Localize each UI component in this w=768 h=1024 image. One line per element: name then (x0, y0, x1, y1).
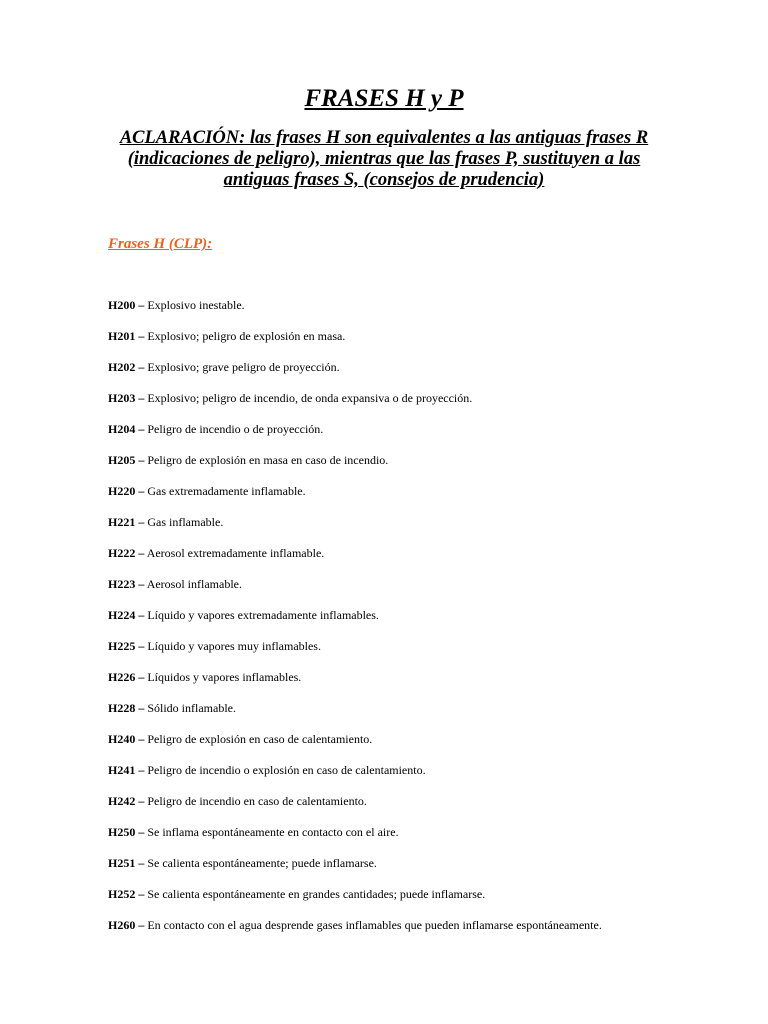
clarification-note: ACLARACIÓN: las frases H son equivalentes a las antiguas frases R (indicaciones de peligro), mientras que las frases P, sustituyen a las antiguas frases S, (consejos de prudencia) (119, 128, 649, 190)
phrase-text: Explosivo; peligro de explosión en masa. (147, 329, 346, 343)
phrase-text: Aerosol extremadamente inflamable. (146, 546, 325, 560)
phrase-text: Líquidos y vapores inflamables. (147, 670, 302, 684)
phrase-code: H200 – (108, 298, 145, 312)
hazard-phrase-item (108, 700, 708, 731)
phrase-code: H252 – (108, 887, 145, 901)
hazard-phrase-item (108, 421, 708, 452)
hazard-phrase-item (108, 669, 708, 700)
phrase-text: Peligro de incendio o de proyección. (147, 422, 324, 436)
phrase-code: H241 – (108, 763, 145, 777)
hazard-phrase-item (108, 359, 708, 390)
hazard-phrase-item (108, 793, 708, 824)
phrase-text: Aerosol inflamable. (146, 577, 242, 591)
hazard-phrase-item (108, 514, 708, 545)
hazard-phrase-item (108, 731, 708, 762)
phrase-text: Explosivo; peligro de incendio, de onda expansiva o de proyección. (147, 391, 473, 405)
phrase-code: H225 – (108, 639, 145, 653)
phrase-text: Se calienta espontáneamente; puede inflamarse. (147, 856, 377, 870)
hazard-phrase-item (108, 824, 708, 855)
hazard-phrase-item (108, 483, 708, 514)
phrase-code: H242 – (108, 794, 145, 808)
hazard-phrase-item (108, 917, 708, 948)
phrase-text: Se calienta espontáneamente en grandes cantidades; puede inflamarse. (147, 887, 486, 901)
phrase-code: H222 – (108, 546, 145, 560)
section-heading-h-phrases: Frases H (CLP): (108, 236, 213, 252)
phrase-text: Líquido y vapores extremadamente inflamables. (147, 608, 379, 622)
hazard-phrase-item (108, 576, 708, 607)
phrase-code: H260 – (108, 918, 145, 932)
phrase-code: H240 – (108, 732, 145, 746)
phrase-text: Peligro de explosión en masa en caso de incendio. (147, 453, 389, 467)
phrase-code: H228 – (108, 701, 145, 715)
hazard-phrase-item (108, 762, 708, 793)
phrase-code: H224 – (108, 608, 145, 622)
phrase-text: Explosivo inestable. (147, 298, 245, 312)
page-title: FRASES H y P (304, 85, 464, 112)
phrase-code: H203 – (108, 391, 145, 405)
phrase-text: Peligro de incendio o explosión en caso de calentamiento. (147, 763, 426, 777)
phrase-text: Se inflama espontáneamente en contacto con el aire. (147, 825, 399, 839)
phrase-code: H223 – (108, 577, 145, 591)
phrase-code: H205 – (108, 453, 145, 467)
phrase-text: Líquido y vapores muy inflamables. (147, 639, 321, 653)
phrase-text: Explosivo; grave peligro de proyección. (147, 360, 340, 374)
phrase-text: Peligro de incendio en caso de calentamiento. (147, 794, 367, 808)
phrase-text: Sólido inflamable. (147, 701, 236, 715)
phrase-code: H201 – (108, 329, 145, 343)
phrase-code: H226 – (108, 670, 145, 684)
phrase-code: H204 – (108, 422, 145, 436)
phrase-code: H221 – (108, 515, 145, 529)
phrase-text: En contacto con el agua desprende gases inflamables que pueden inflamarse espontáneamente. (147, 918, 602, 932)
hazard-phrase-list (108, 297, 708, 948)
hazard-phrase-item (108, 328, 708, 359)
hazard-phrase-item (108, 607, 708, 638)
phrase-text: Gas inflamable. (147, 515, 224, 529)
hazard-phrase-item (108, 452, 708, 483)
phrase-code: H251 – (108, 856, 145, 870)
phrase-text: Peligro de explosión en caso de calentamiento. (147, 732, 373, 746)
hazard-phrase-item (108, 886, 708, 917)
hazard-phrase-item (108, 297, 708, 328)
phrase-code: H250 – (108, 825, 145, 839)
hazard-phrase-item (108, 545, 708, 576)
hazard-phrase-item (108, 638, 708, 669)
hazard-phrase-item (108, 390, 708, 421)
hazard-phrase-item (108, 855, 708, 886)
phrase-code: H220 – (108, 484, 145, 498)
phrase-text: Gas extremadamente inflamable. (147, 484, 306, 498)
phrase-code: H202 – (108, 360, 145, 374)
